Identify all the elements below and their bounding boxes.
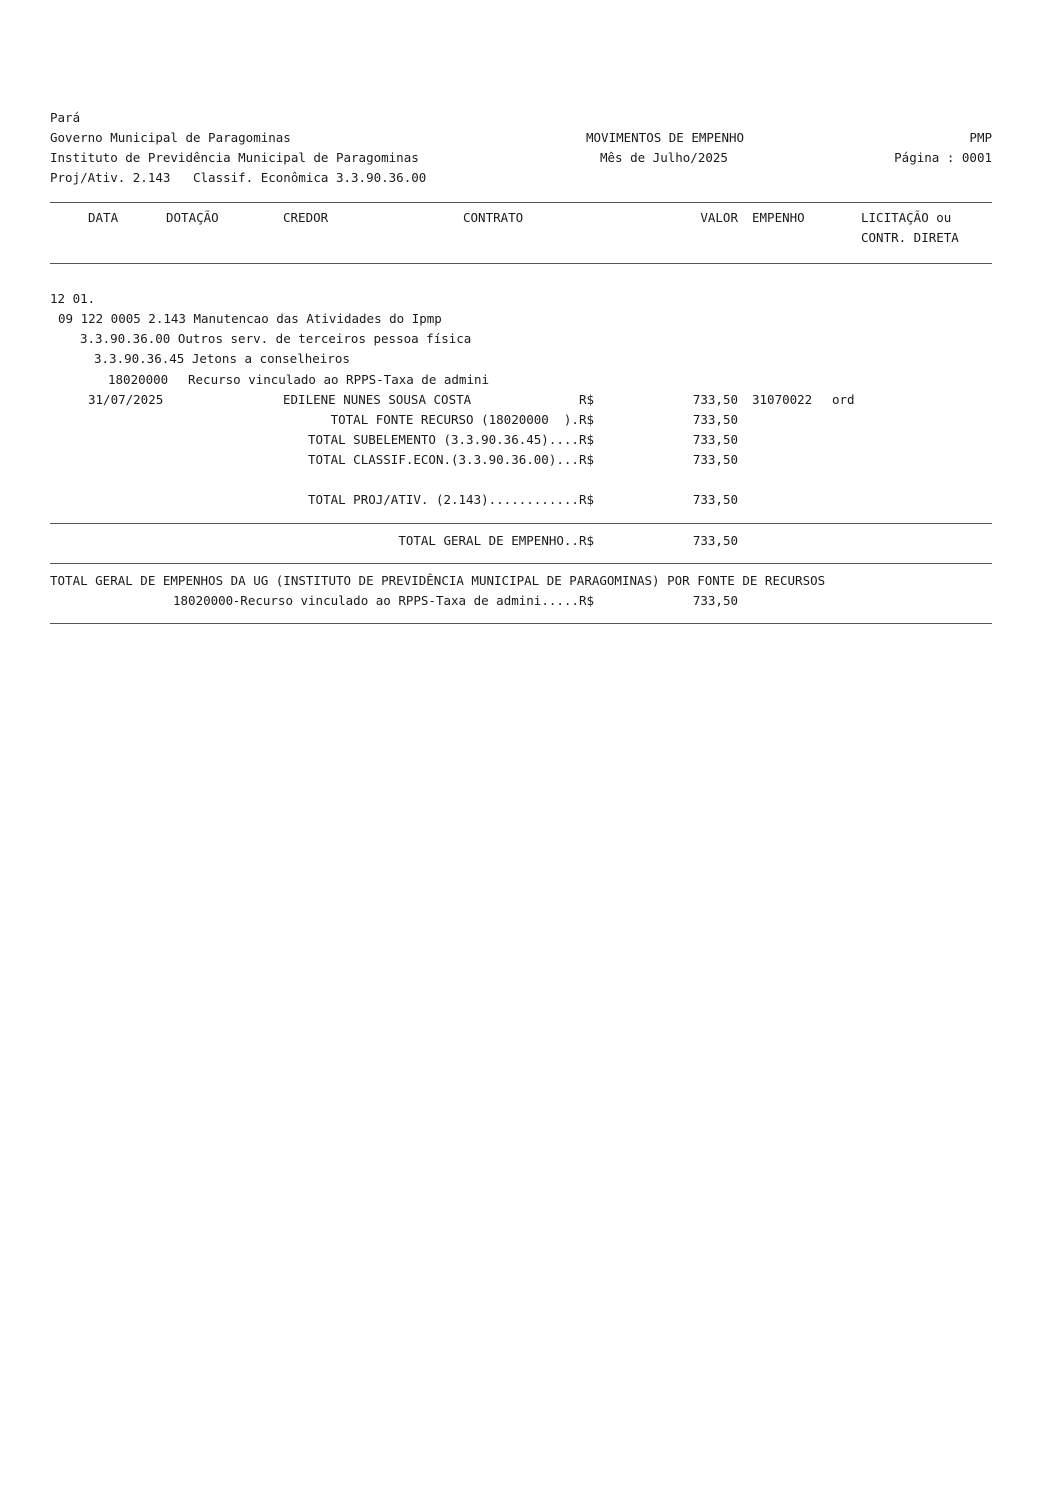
entry-currency: R$ bbox=[578, 392, 594, 407]
entry-licitacao: ord bbox=[832, 392, 855, 407]
total-fonte-label: TOTAL FONTE RECURSO (18020000 ).R$ bbox=[330, 412, 594, 427]
element-line: 3.3.90.36.00 Outros serv. de terceiros pessoa física bbox=[80, 331, 472, 346]
col-header-dotacao: DOTAÇÃO bbox=[166, 210, 219, 225]
state-name: Pará bbox=[50, 110, 81, 125]
entity-code: PMP bbox=[969, 130, 992, 145]
summary-value: 733,50 bbox=[692, 593, 738, 608]
entry-date: 31/07/2025 bbox=[88, 392, 164, 407]
col-header-empenho: EMPENHO bbox=[752, 210, 805, 225]
government-name: Governo Municipal de Paragominas bbox=[50, 130, 291, 145]
source-description: Recurso vinculado ao RPPS-Taxa de admini bbox=[188, 372, 490, 387]
page-number: Página : 0001 bbox=[894, 150, 992, 165]
grand-total-label: TOTAL GERAL DE EMPENHO..R$ bbox=[398, 533, 594, 548]
grand-total-value: 733,50 bbox=[692, 533, 738, 548]
col-header-credor: CREDOR bbox=[283, 210, 329, 225]
summary-title: TOTAL GERAL DE EMPENHOS DA UG (INSTITUTO DE PREVIDÊNCIA MUNICIPAL DE PARAGOMINAS) POR FONTE DE RECURSOS bbox=[50, 573, 826, 588]
summary-divider bbox=[50, 623, 992, 624]
program-line: 09 122 0005 2.143 Manutencao das Atividades do Ipmp bbox=[58, 311, 442, 326]
total-classif-label: TOTAL CLASSIF.ECON.(3.3.90.36.00)...R$ bbox=[308, 452, 594, 467]
total-proj-value: 733,50 bbox=[692, 492, 738, 507]
grand-total-divider bbox=[50, 563, 992, 564]
entry-creditor: EDILENE NUNES SOUSA COSTA bbox=[283, 392, 472, 407]
report-period: Mês de Julho/2025 bbox=[600, 150, 728, 165]
col-header-contr-direta: CONTR. DIRETA bbox=[861, 230, 959, 245]
subelement-line: 3.3.90.36.45 Jetons a conselheiros bbox=[94, 351, 350, 366]
source-code: 18020000 bbox=[108, 372, 169, 387]
institute-name: Instituto de Previdência Municipal de Paragominas bbox=[50, 150, 419, 165]
summary-source-label: -Recurso vinculado ao RPPS-Taxa de admini.....R$ bbox=[232, 593, 594, 608]
entry-empenho: 31070022 bbox=[752, 392, 813, 407]
total-subelemento-label: TOTAL SUBELEMENTO (3.3.90.36.45)....R$ bbox=[308, 432, 594, 447]
columns-divider bbox=[50, 263, 992, 264]
proj-classif-line: Proj/Ativ. 2.143 Classif. Econômica 3.3.90.36.00 bbox=[50, 170, 427, 185]
total-classif-value: 733,50 bbox=[692, 452, 738, 467]
col-header-licitacao: LICITAÇÃO ou bbox=[861, 210, 952, 225]
col-header-valor: VALOR bbox=[700, 210, 738, 225]
total-subelemento-value: 733,50 bbox=[692, 432, 738, 447]
summary-source-code: 18020000 bbox=[173, 593, 234, 608]
col-header-contrato: CONTRATO bbox=[463, 210, 524, 225]
header-divider bbox=[50, 202, 992, 203]
totals-divider bbox=[50, 523, 992, 524]
total-fonte-value: 733,50 bbox=[692, 412, 738, 427]
total-proj-label: TOTAL PROJ/ATIV. (2.143)............R$ bbox=[308, 492, 594, 507]
entry-value: 733,50 bbox=[692, 392, 738, 407]
report-title: MOVIMENTOS DE EMPENHO bbox=[586, 130, 745, 145]
unit-code: 12 01. bbox=[50, 291, 96, 306]
col-header-data: DATA bbox=[88, 210, 119, 225]
